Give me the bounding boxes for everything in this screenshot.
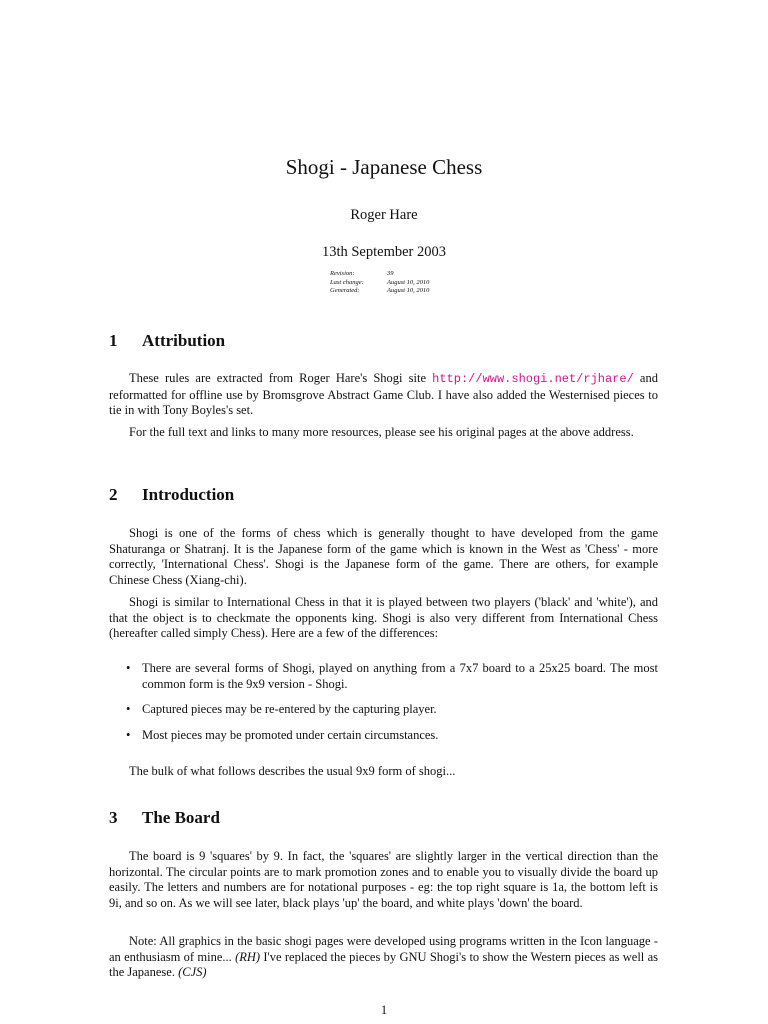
section-heading-the-board <box>109 808 220 828</box>
list-item <box>128 728 658 744</box>
meta-key: Revision: <box>330 270 355 277</box>
attribution-paragraph-2: For the full text and links to many more resources, please see his original pages at the above address. <box>129 425 634 439</box>
section-title: Introduction <box>142 485 235 504</box>
section-title: Attribution <box>142 331 226 350</box>
meta-value: 39 <box>387 270 394 277</box>
initials-cjs: (CJS) <box>178 965 207 980</box>
page-number: 1 <box>380 1003 388 1017</box>
section-number: 2 <box>109 485 118 504</box>
meta-row-last-change <box>330 279 429 288</box>
board-paragraph-1: The board is 9 'squares' by 9. In fact, the 'squares' are slightly larger in the vertical direction than the horizontal. The circular points are to mark promotion zones and to enable you to visually divide the board up easily. The letters and numbers are for notational purposes - eg: the top right square is 1a, the bottom left is 9i, and so on. As we will see later, black plays 'up' the board, and white plays 'down' the board. <box>109 849 658 910</box>
introduction-paragraph-3: The bulk of what follows describes the usual 9x9 form of shogi... <box>129 764 456 778</box>
author-name: Roger Hare <box>350 207 418 223</box>
board-paragraph-2 <box>109 934 658 981</box>
initials-rh: (RH) <box>235 949 261 964</box>
list-item <box>128 702 658 718</box>
meta-row-generated <box>330 287 429 296</box>
document-date: 13th September 2003 <box>321 244 447 260</box>
meta-key: Last change: <box>330 278 364 286</box>
introduction-paragraph-2: Shogi is similar to International Chess in that it is played between two players ('black' and 'white'), and that the object is to checkmate the opponents king. Shogi is also very different from International Chess (hereafter called simply Chess). Here are a few of the differences: <box>109 595 658 641</box>
section-title: The Board <box>142 808 220 827</box>
meta-value: August 10, 2010 <box>387 278 430 286</box>
bullet-icon: • <box>126 661 131 675</box>
attribution-paragraph-1 <box>109 371 658 419</box>
section-heading-attribution <box>109 331 225 351</box>
revision-metadata <box>330 270 429 296</box>
bullet-icon: • <box>126 702 131 716</box>
bullet-icon: • <box>126 728 131 742</box>
list-item <box>128 661 658 692</box>
list-item-text: There are several forms of Shogi, played on anything from a 7x7 board to a 25x25 board. The most common form is the 9x9 version - Shogi. <box>142 661 658 691</box>
list-item-text: Captured pieces may be re-entered by the capturing player. <box>142 702 437 716</box>
paragraph-text: I've replaced the pieces by GNU Shogi's to show the Western pieces as well as the Japanese. <box>109 949 658 980</box>
meta-value: August 10, 2010 <box>387 287 430 294</box>
introduction-paragraph-1: Shogi is one of the forms of chess which is generally thought to have developed from the game Shaturanga or Shatranj. It is the Japanese form of the game which is known in the West as 'Chess' - more correctly, 'International Chess'. Shogi is the Japanese form of the game. There are others, for example Chinese Chess (Xiang-chi). <box>109 526 658 587</box>
paragraph-text: These rules are extracted from Roger Hare's Shogi site <box>129 371 433 385</box>
section-number: 1 <box>109 331 118 350</box>
meta-key: Generated: <box>330 287 360 294</box>
shogi-site-link[interactable]: http://www.shogi.net/rjhare/ <box>432 372 634 386</box>
meta-row-revision <box>330 270 429 279</box>
paragraph-text: Note: All graphics in the basic shogi pages were developed using programs written in the Icon language - an enthusiasm of mine... <box>109 934 658 964</box>
section-heading-introduction <box>109 485 234 505</box>
document-title: Shogi - Japanese Chess <box>285 155 483 179</box>
section-number: 3 <box>109 808 118 827</box>
paragraph-text: and reformatted for offline use by Bromsgrove Abstract Game Club. I have also added the Westernised pieces to tie in with Tony Boyles's set. <box>109 371 658 418</box>
list-item-text: Most pieces may be promoted under certain circumstances. <box>142 728 439 742</box>
